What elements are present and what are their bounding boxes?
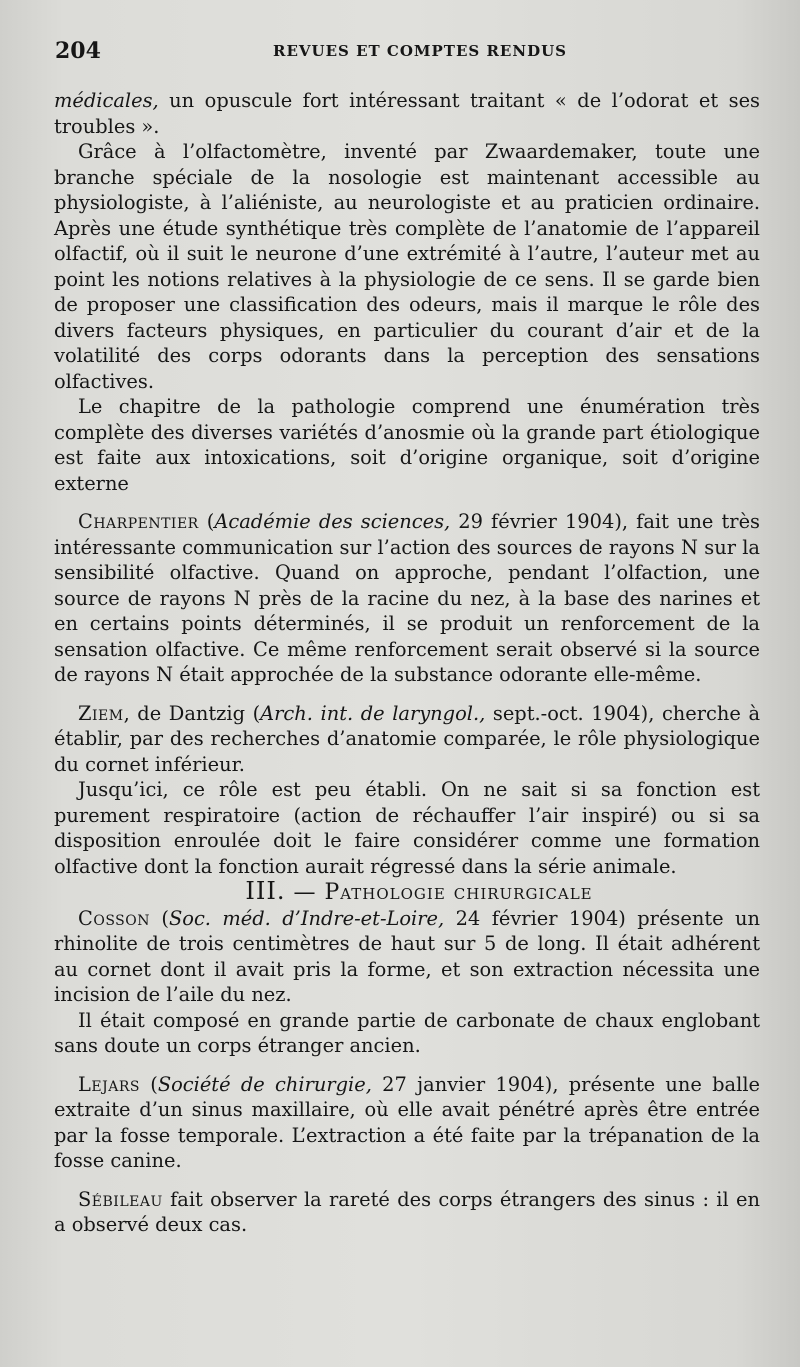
paragraph-text: Jusqu’ici, ce rôle est peu établi. On ne sait si sa fonction est purement respiratoire (action de réchauffer l’air inspiré) ou si sa disposition enroulée doit le faire considérer comme une formation olfactive dont la fonction aurait régressé dans la série animale. bbox=[54, 778, 760, 878]
paragraph-rhinolite-composition bbox=[54, 1008, 760, 1059]
paragraph-text: Le chapitre de la pathologie comprend une énumération très complète des diverses variétés d’anosmie où la grande part étiologique est faite aux intoxications, soit d’origine organique, soit d’origine externe bbox=[54, 395, 760, 495]
paragraph-pathology-chapter bbox=[54, 394, 760, 496]
author-name: Lejars bbox=[78, 1072, 140, 1096]
paragraph-charpentier: Charpentier (Académie des sciences, 29 février 1904), fait une très intéressante communication sur l’action des sources de rayons N sur la sensibilité olfactive. Quand on approche, pendant l’olfaction, une source de rayons N près de la racine du nez, à la base des narines et en certains points déterminés, il se produit un renforcement de la sensation olfactive. Ce même renforcement serait observé si la source de rayons N était approchée de la substance odorante elle-même. bbox=[54, 510, 760, 686]
paragraph-text: 27 janvier 1904), présente une balle extraite d’un sinus maxillaire, où elle avait pénétré après être entrée par la fosse temporale. L’extraction a été faite par la trépanation de la fosse canine. bbox=[54, 1072, 760, 1172]
journal-reference: Soc. méd. d’Indre-et-Loire, bbox=[168, 906, 445, 930]
paragraph-olfactometer bbox=[54, 139, 760, 394]
page-body bbox=[54, 88, 760, 1238]
page-header bbox=[55, 38, 752, 68]
page-number: 204 bbox=[55, 38, 101, 64]
section-title bbox=[54, 879, 760, 906]
paragraph-cornet-role bbox=[54, 777, 760, 879]
journal-reference: Académie des sciences, bbox=[214, 510, 451, 533]
italic-lead: médicales, bbox=[54, 89, 159, 112]
paragraph-continuation bbox=[54, 88, 760, 139]
paragraph-cosson: Cosson (Soc. méd. d’Indre-et-Loire, 24 février 1904) présente un rhinolite de trois centimètres de haut sur 5 de long. Il était adhérent au cornet dont il avait pris la forme, et son extraction nécessita une incision de l’aile du nez. bbox=[54, 906, 761, 1006]
section-number: III. bbox=[245, 877, 286, 905]
paragraph-lejars: Lejars (Société de chirurgie, 27 janvier 1904), présente une balle extraite d’un sinus maxillaire, où elle avait pénétré après être entrée par la fosse temporale. L’extraction a été faite par la trépanation de la fosse canine. bbox=[54, 1072, 760, 1172]
section-name: Pathologie chirurgicale bbox=[324, 880, 593, 905]
paragraph-ziem: Ziem, de Dantzig (Arch. int. de laryngol., sept.-oct. 1904), cherche à établir, par des recherches d’anatomie comparée, le rôle physiologique du cornet inférieur. bbox=[54, 701, 761, 776]
author-name: Ziem bbox=[78, 701, 124, 725]
paragraph-sebileau bbox=[54, 1187, 760, 1238]
author-name: Cosson bbox=[78, 906, 150, 930]
paragraph-text: Grâce à l’olfactomètre, inventé par Zwaardemaker, toute une branche spéciale de la nosologie est maintenant accessible au physiologiste, à l’aliéniste, au neurologiste et au praticien ordinaire. Après une étude synthétique très complète de l’anatomie de l’appareil olfactif, où il suit le neurone d’une extrémité à l’autre, l’auteur met au point les notions relatives à la physiologie de ce sens. Il se garde bien de proposer une classification des odeurs, mais il marque le rôle des divers facteurs physiques, en particulier du courant d’air et de la volatilité des corps odorants dans la perception des sensations olfactives. bbox=[54, 140, 760, 393]
running-head: REVUES ET COMPTES RENDUS bbox=[273, 42, 567, 60]
journal-reference: Société de chirurgie, bbox=[157, 1072, 372, 1096]
paragraph-text: 24 février 1904) présente un rhinolite de trois centimètres de haut sur 5 de long. Il était adhérent au cornet dont il avait pris la forme, et son extraction nécessita une incision de l’aile du nez. bbox=[54, 906, 761, 1006]
journal-reference: Arch. int. de laryngol., bbox=[260, 701, 486, 725]
section-dash: — bbox=[293, 880, 317, 905]
author-name: Charpentier bbox=[78, 510, 199, 533]
paragraph-text: sept.-oct. 1904), cherche à établir, par des recherches d’anatomie comparée, le rôle physiologique du cornet inférieur. bbox=[54, 701, 761, 776]
author-name: Sébileau bbox=[78, 1187, 163, 1211]
paragraph-text: un opuscule fort intéressant traitant « de l’odorat et ses troubles ». bbox=[54, 89, 760, 138]
paragraph-text: Il était composé en grande partie de carbonate de chaux englobant sans doute un corps étranger ancien. bbox=[54, 1008, 760, 1057]
paragraph-text: fait observer la rareté des corps étrangers des sinus : il en a observé deux cas. bbox=[54, 1187, 760, 1236]
paragraph-text: 29 février 1904), fait une très intéressante communication sur l’action des sources de rayons N sur la sensibilité olfactive. Quand on approche, pendant l’olfaction, une source de rayons N près de la racine du nez, à la base des narines et en certains points déterminés, il se produit un renforcement de la sensation olfactive. Ce même renforcement serait observé si la source de rayons N était approchée de la substance odorante elle-même. bbox=[54, 510, 760, 686]
